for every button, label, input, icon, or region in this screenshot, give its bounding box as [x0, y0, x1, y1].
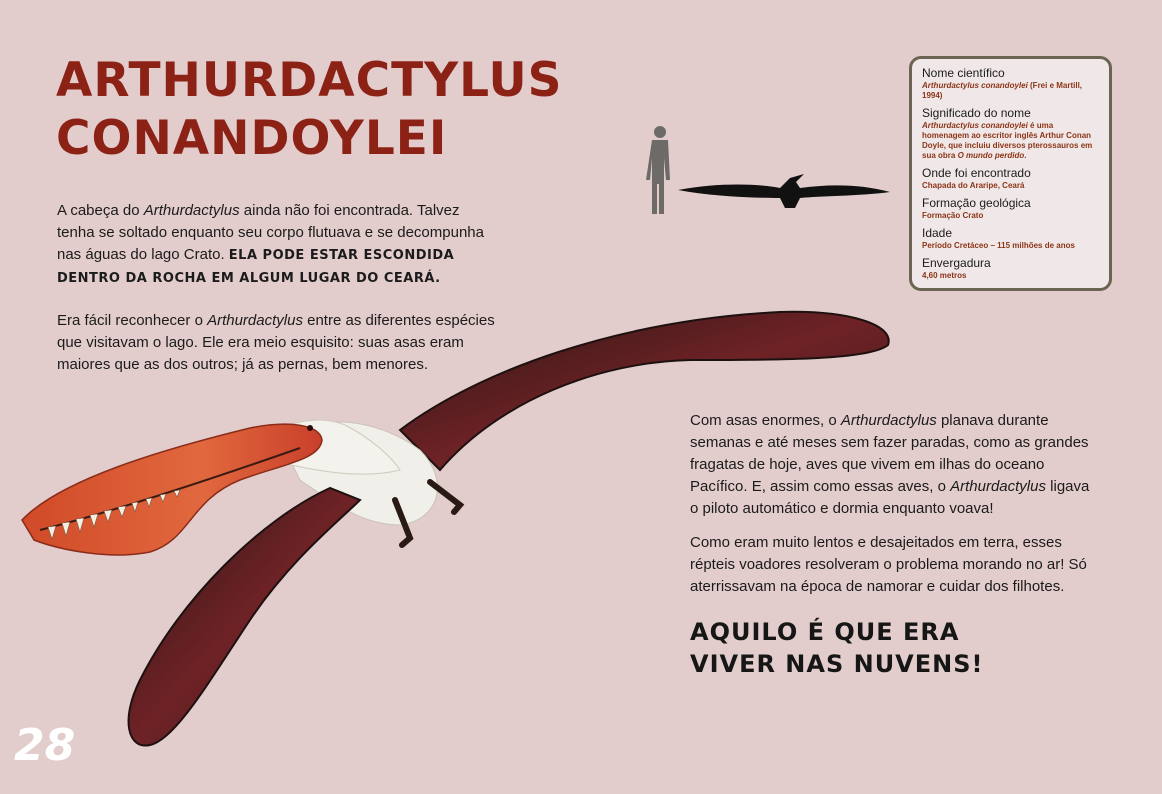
paragraph-text: Era fácil reconhecer o — [57, 312, 208, 329]
fact-scientific-name — [922, 66, 1100, 101]
fact-value-text: (Frei e Martill, 1994) — [922, 81, 1083, 100]
paragraph-text: entre as diferentes espécies que visitavam o lago. Ele era meio esquisito: suas asas eram maiores que as dos outros; já as pernas, bem menores. — [57, 312, 495, 373]
fact-value — [922, 81, 1100, 101]
fact-value — [922, 121, 1100, 161]
fact-value-italic: Arthurdactylus conandoylei — [922, 81, 1028, 90]
fact-wingspan — [922, 256, 1100, 281]
closing-line-2: VIVER NAS NUVENS! — [690, 650, 984, 678]
paragraph-italic: Arthurdactylus — [143, 202, 240, 219]
paragraph-text: Como eram muito lentos e desajeitados em terra, esses répteis voadores resolveram o problema morando no ar! Só aterrissavam na época de namorar e cuidar dos filhotes. — [690, 534, 1087, 595]
paragraph-recognition — [57, 310, 497, 376]
paragraph-land — [690, 532, 1090, 598]
paragraph-text: ainda não foi encontrada. Talvez tenha se soltado enquanto seu corpo flutuava e se decompunha nas águas do lago Crato. — [57, 202, 484, 263]
pterosaur-silhouette-icon — [678, 174, 890, 208]
paragraph-emphasis: ELA PODE ESTAR ESCONDIDA DENTRO DA ROCHA EM ALGUM LUGAR DO CEARÁ. — [57, 248, 455, 286]
fact-value: Formação Crato — [922, 211, 984, 220]
paragraph-text: Com asas enormes, o — [690, 412, 841, 429]
fact-value: Chapada do Araripe, Ceará — [922, 181, 1025, 190]
fact-name-meaning — [922, 106, 1100, 161]
fact-value: 4,60 metros — [922, 271, 967, 280]
fact-label: Idade — [922, 226, 953, 240]
paragraph-gliding — [690, 410, 1090, 520]
closing-statement — [690, 616, 983, 680]
title-line-2: CONANDOYLEI — [56, 111, 448, 166]
fact-label: Envergadura — [922, 256, 991, 270]
fact-label: Significado do nome — [922, 106, 1031, 120]
fact-value-text: . — [1024, 151, 1027, 160]
fact-label: Nome científico — [922, 66, 1005, 80]
fact-location — [922, 166, 1100, 191]
fact-value: Período Cretáceo – 115 milhões de anos — [922, 241, 1075, 250]
fact-value-text: é uma homenagem ao escritor inglês Arthur Conan Doyle, que incluiu diversos pterossauros em sua obra — [922, 121, 1093, 160]
paragraph-text: ligava o piloto automático e dormia enquanto voava! — [690, 478, 1090, 517]
paragraph-text: A cabeça do — [57, 202, 144, 219]
paragraph-text: planava durante semanas e até meses sem fazer paradas, como as grandes fragatas de hoje, aves que vivem em ilhas do oceano Pacífico. E, assim como essas aves, o — [690, 412, 1089, 495]
fact-value-italic: Arthurdactylus conandoylei — [922, 121, 1028, 130]
fact-value-italic: O mundo perdido — [957, 151, 1025, 160]
fact-formation — [922, 196, 1100, 221]
paragraph-italic: Arthurdactylus — [840, 412, 937, 429]
fact-label: Onde foi encontrado — [922, 166, 1031, 180]
closing-line-1: AQUILO É QUE ERA — [690, 618, 960, 646]
human-silhouette-icon — [646, 126, 670, 214]
paragraph-head-missing — [57, 200, 497, 290]
page-number: 28 — [14, 720, 76, 771]
fact-age — [922, 226, 1100, 251]
fact-label: Formação geológica — [922, 196, 1031, 210]
title-line-1: ARTHURDACTYLUS — [56, 53, 563, 108]
fact-box — [909, 56, 1112, 291]
page-title — [56, 52, 562, 168]
paragraph-italic: Arthurdactylus — [207, 312, 303, 329]
paragraph-italic: Arthurdactylus — [950, 478, 1046, 495]
